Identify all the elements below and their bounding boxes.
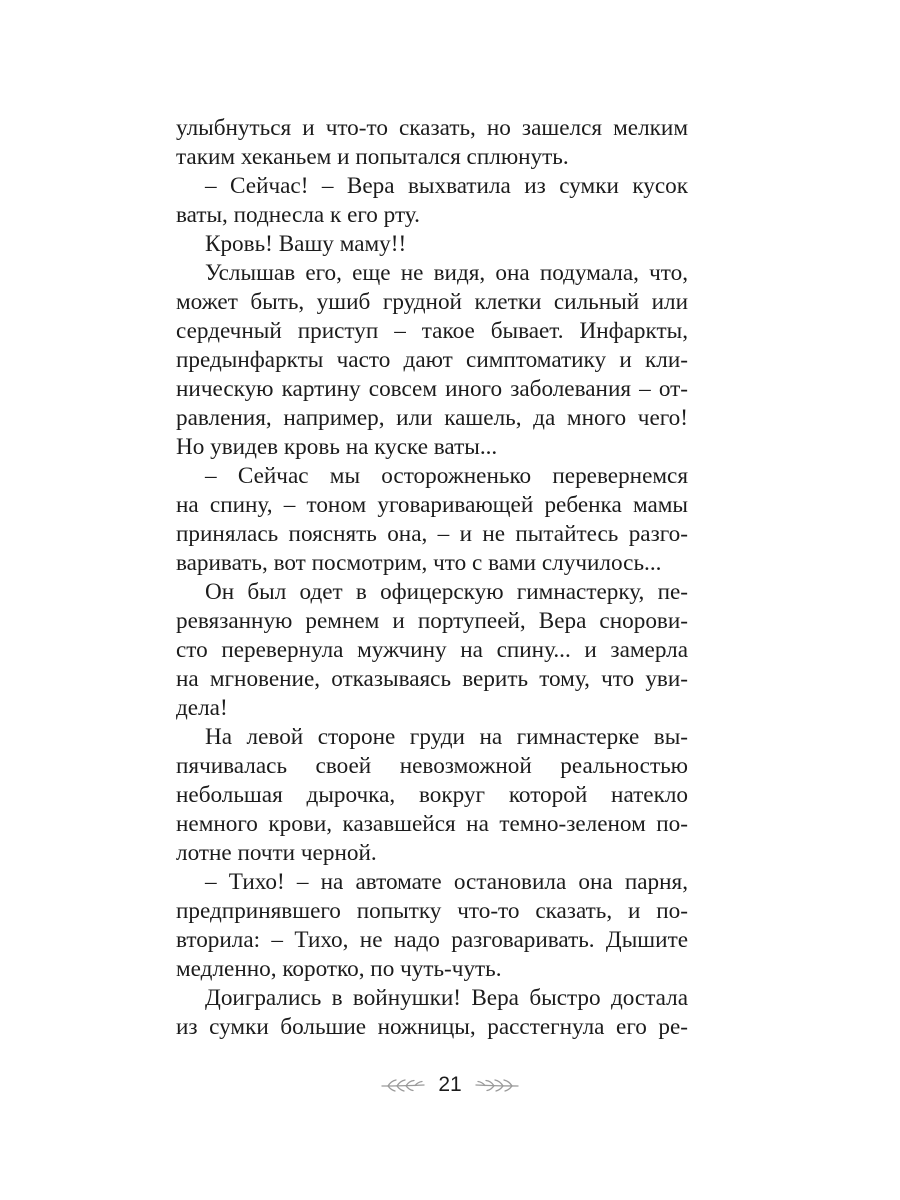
text-line: из сумки большие ножницы, расстегнула его ре- — [176, 1014, 688, 1040]
text-line: Доигрались в войнушки! Вера быстро достала — [205, 985, 688, 1011]
text-line: может быть, ушиб грудной клетки сильный или — [176, 289, 688, 315]
text-line: Он был одет в офицерскую гимнастерку, пе- — [205, 579, 688, 605]
text-line: – Сейчас мы осторожненько перевернемся — [205, 463, 688, 489]
text-line: пячивалась своей невозможной реальностью — [176, 753, 688, 779]
text-line: Кровь! Вашу маму!! — [205, 231, 407, 257]
text-line: ваты, поднесла к его рту. — [176, 202, 420, 228]
text-line: предпринявшего попытку что-то сказать, и по- — [176, 898, 688, 924]
text-line: предынфаркты часто дают симптоматику и кли- — [176, 347, 688, 373]
text-line: лотне почти черной. — [176, 840, 377, 866]
text-line: сто перевернула мужчину на спину... и замерла — [176, 637, 688, 663]
text-line: сердечный приступ – такое бывает. Инфаркты, — [176, 318, 688, 344]
text-line: Услышав его, еще не видя, она подумала, что, — [205, 260, 688, 286]
text-line: ническую картину совсем иного заболевания – от- — [176, 376, 688, 402]
laurel-sprig-left-icon — [380, 1077, 426, 1093]
laurel-sprig-right-icon — [474, 1077, 520, 1093]
text-line: немного крови, казавшейся на темно-зеленом по- — [176, 811, 688, 837]
text-line: медленно, коротко, по чуть-чуть. — [176, 956, 502, 982]
page-footer — [0, 1069, 900, 1101]
body-text — [176, 114, 688, 1042]
text-line: равления, например, или кашель, да много чего! — [176, 405, 688, 431]
text-line: – Тихо! – на автомате остановила она парня, — [205, 869, 688, 895]
text-line: ревязанную ремнем и портупеей, Вера снорови- — [176, 608, 688, 634]
text-line: дела! — [176, 695, 228, 721]
text-line: На левой стороне груди на гимнастерке вы- — [205, 724, 688, 750]
text-line: варивать, вот посмотрим, что с вами случилось... — [176, 550, 662, 576]
text-line: на спину, – тоном уговаривающей ребенка мамы — [176, 492, 688, 518]
text-line: Но увидев кровь на куске ваты... — [176, 434, 498, 460]
text-line: принялась пояснять она, – и не пытайтесь разго- — [176, 521, 688, 547]
text-line: таким хеканьем и попытался сплюнуть. — [176, 144, 569, 170]
page-number: 21 — [438, 1073, 462, 1096]
text-line: – Сейчас! – Вера выхватила из сумки кусок — [205, 173, 688, 199]
text-line: небольшая дырочка, вокруг которой натекло — [176, 782, 688, 808]
text-line: на мгновение, отказываясь верить тому, что уви- — [176, 666, 688, 692]
text-line: улыбнуться и что-то сказать, но зашелся мелким — [176, 115, 688, 141]
text-line: вторила: – Тихо, не надо разговаривать. Дышите — [176, 927, 688, 953]
